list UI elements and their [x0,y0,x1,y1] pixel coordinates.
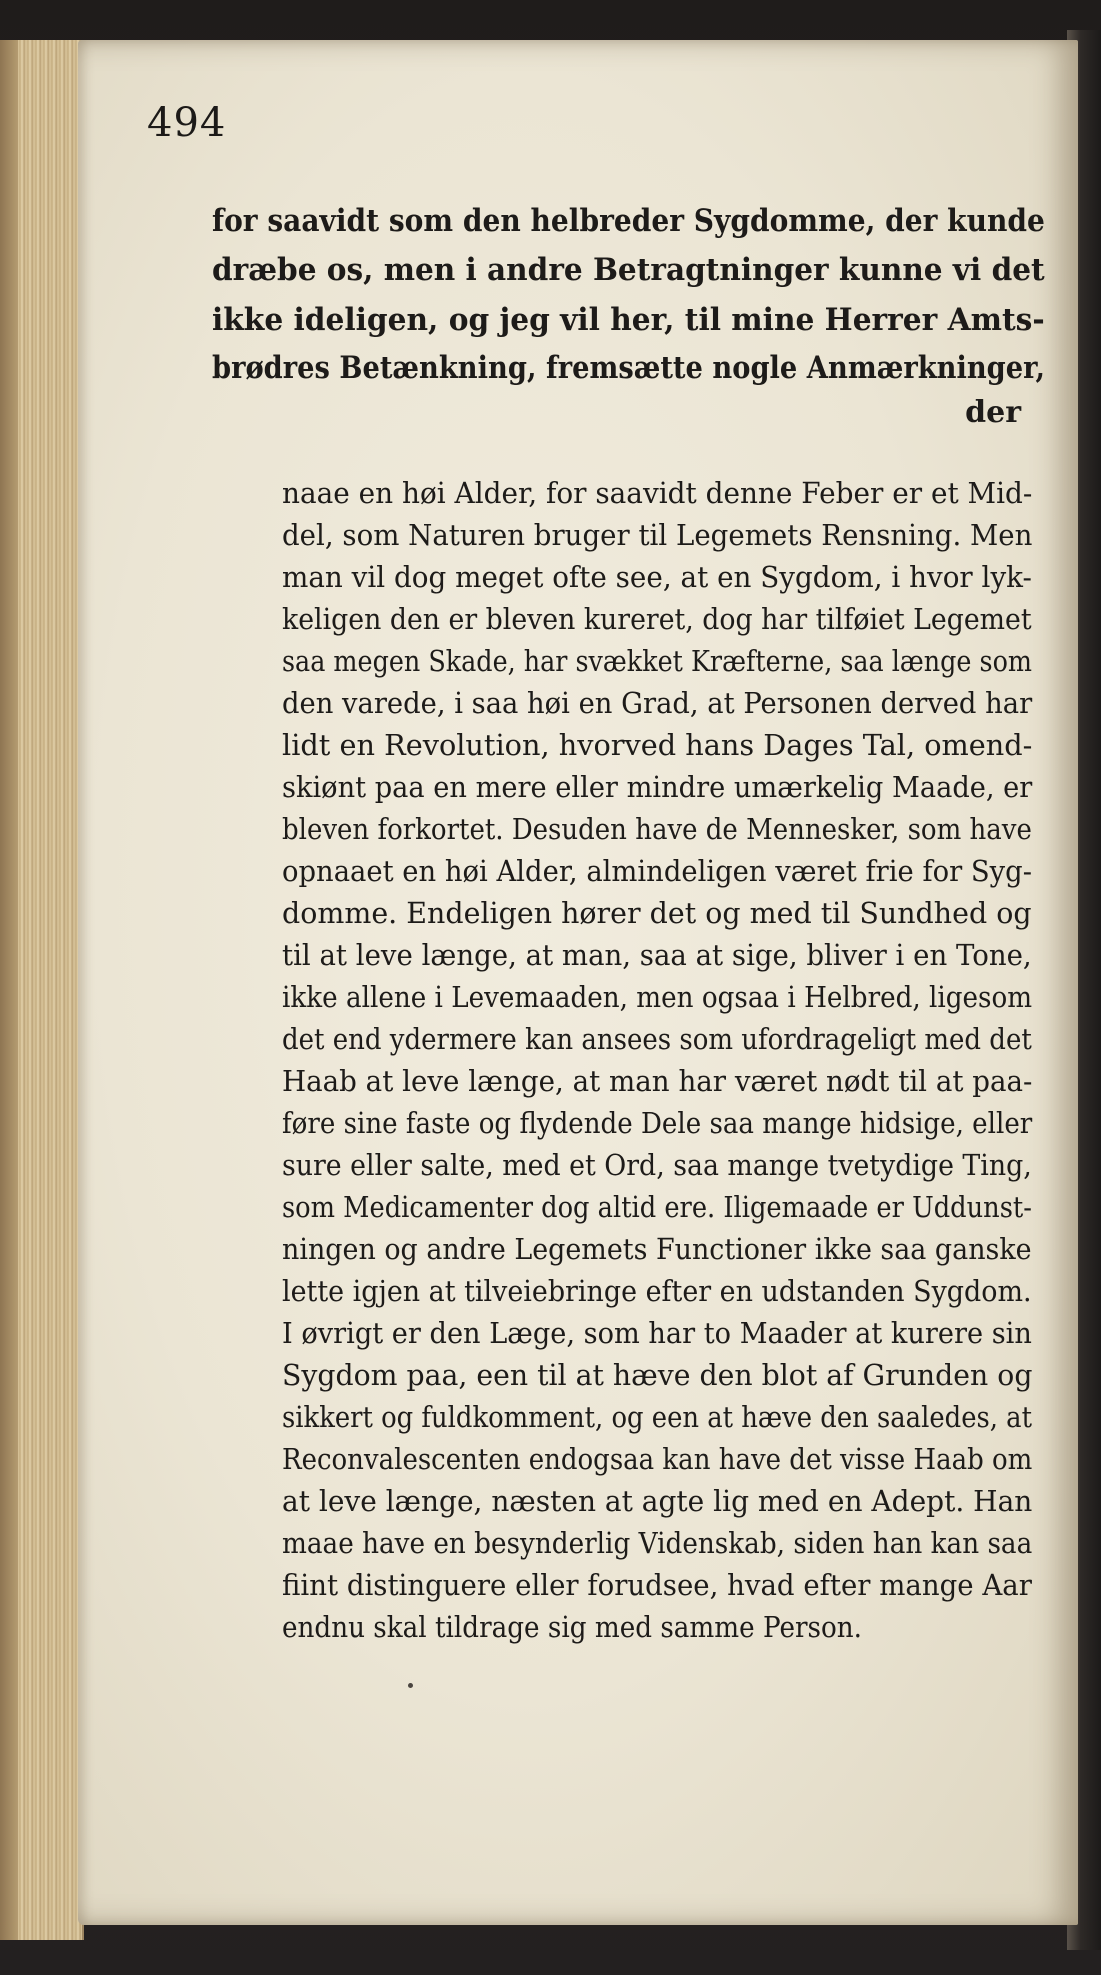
text-line: bleven forkortet. Desuden have de Mennesker, som have [282,813,1032,846]
text-line: sure eller salte, med et Ord, saa mange tvetydige Ting, [282,1149,1032,1182]
text-line: det end ydermere kan ansees som ufordrageligt med det [282,1023,1032,1056]
text-line: del, som Naturen bruger til Legemets Rensning. Men [282,519,1033,552]
ink-dot [408,1683,413,1688]
text-line: Reconvalescenten endogsaa kan have det visse Haab om [282,1443,1033,1476]
text-line: naae en høi Alder, for saavidt denne Feber er et Mid- [282,477,1033,510]
text-line: som Medicamenter dog altid ere. Iligemaade er Uddunst- [282,1191,1032,1224]
text-line: til at leve længe, at man, saa at sige, bliver i en Tone, [282,939,1032,972]
text-line: lidt en Revolution, hvorved hans Dages Tal, omend- [282,729,1033,762]
text-line: ningen og andre Legemets Functioner ikke saa ganske [282,1233,1032,1266]
text-line: man vil dog meget ofte see, at en Sygdom, i hvor lyk- [282,561,1032,594]
page-number: 494 [147,100,227,146]
text-line: maae have en besynderlig Videnskab, siden han kan saa [282,1527,1033,1560]
book-page-edges [0,40,84,1940]
text-line: ikke allene i Levemaaden, men ogsaa i Helbred, ligesom [282,981,1033,1014]
text-line: saa megen Skade, har svækket Kræfterne, saa længe som [282,645,1033,678]
text-line: føre sine faste og flydende Dele saa mange hidsige, eller [282,1107,1033,1140]
text-line: fiint distinguere eller forudsee, hvad efter mange Aar [282,1569,1032,1602]
text-line: at leve længe, næsten at agte lig med en Adept. Han [282,1485,1033,1518]
catchword: der [965,395,1021,430]
text-line: brødres Betænkning, fremsætte nogle Anmærkninger, [212,350,1046,386]
text-line: endnu skal tildrage sig med samme Person. [282,1611,863,1644]
text-line: skiønt paa en mere eller mindre umærkelig Maade, er [282,771,1033,804]
text-line: opnaaet en høi Alder, almindeligen været frie for Syg- [282,855,1032,888]
text-line: lette igjen at tilveiebringe efter en udstanden Sygdom. [282,1275,1032,1308]
text-line: keligen den er bleven kureret, dog har tilføiet Legemet [282,603,1032,636]
text-line: Sygdom paa, een til at hæve den blot af Grunden og [282,1359,1033,1392]
text-line: I øvrigt er den Læge, som har to Maader at kurere sin [282,1317,1032,1350]
text-line: domme. Endeligen hører det og med til Sundhed og [282,897,1032,930]
text-line: dræbe os, men i andre Betragtninger kunne vi det [212,252,1045,288]
text-line: ikke ideligen, og jeg vil her, til mine Herrer Amts- [212,302,1045,338]
text-line: den varede, i saa høi en Grad, at Personen derved har [282,687,1033,720]
text-line: for saavidt som den helbreder Sygdomme, der kunde [212,203,1045,239]
text-line: Haab at leve længe, at man har været nødt til at paa- [282,1065,1033,1098]
text-line: sikkert og fuldkomment, og een at hæve den saaledes, at [282,1401,1032,1434]
